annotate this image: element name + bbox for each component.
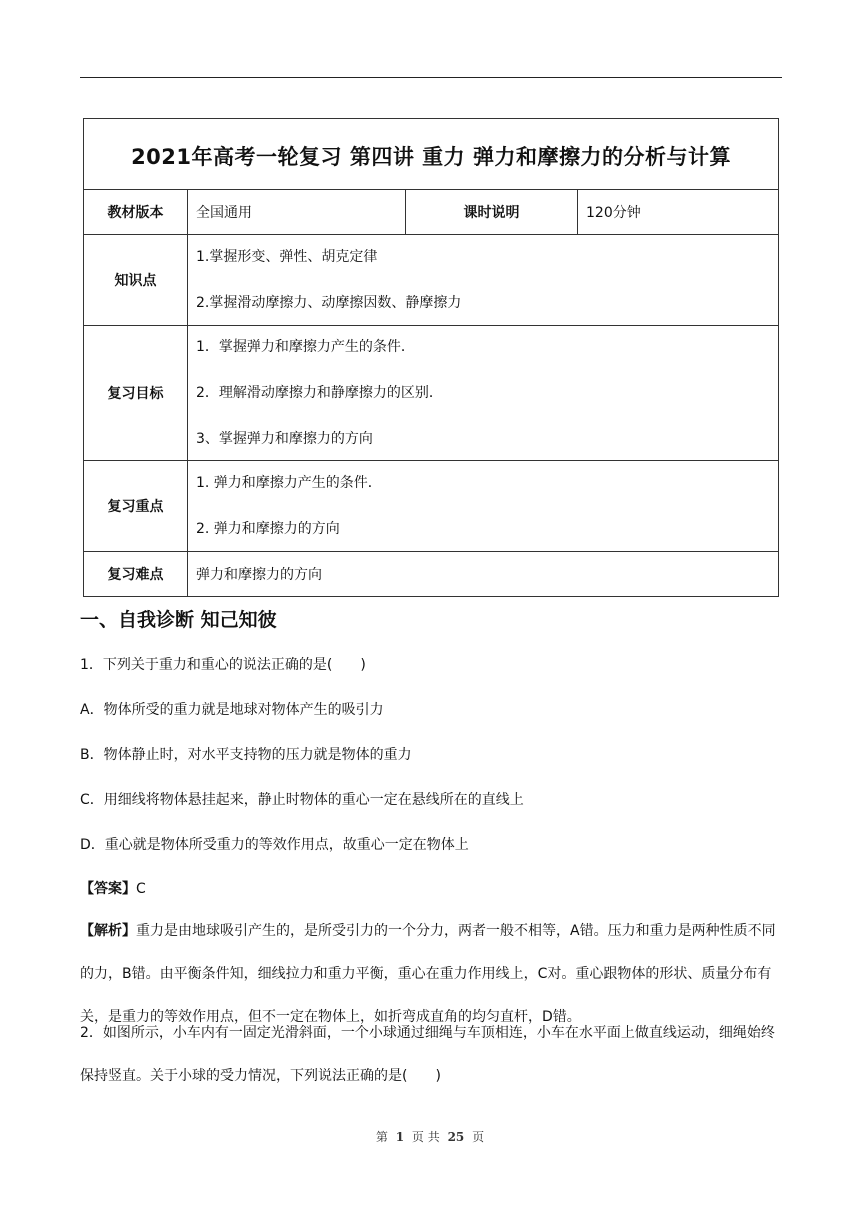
key-cell [188,461,779,552]
course-info-table [83,118,779,597]
analysis-text: 重力是由地球吸引产生的，是所受引力的一个分力，两者一般不相等，A错。压力和重力是两种性质不同的力，B错。由平衡条件知，细线拉力和重力平衡，重心在重力作用线上，C对。重心跟物体的形状、质量分布有关，是重力的等效作用点，但不一定在物体上，如折弯成直角的均匀直杆，D错。 [80,923,776,1025]
question-1-answer [80,878,782,900]
knowledge-label: 知识点 [84,235,188,326]
question-1-option-b: B．物体静止时，对水平支持物的压力就是物体的重力 [80,747,412,763]
footer-page-number: 1 [395,1130,405,1144]
question-2-stem: 2．如图所示，小车内有一固定光滑斜面，一个小球通过细绳与车顶相连，小车在水平面上做直线运动，细绳始终保持竖直。关于小球的受力情况，下列说法正确的是( ) [80,1025,775,1084]
key-item: 1. 弹力和摩擦力产生的条件． [196,475,382,491]
question-1-stem: 1．下列关于重力和重心的说法正确的是( ) [80,657,366,673]
answer-value: C [136,881,146,897]
hours-value: 120分钟 [578,190,779,235]
goal-item: 3、掌握弹力和摩擦力的方向 [196,431,373,447]
footer-total-pages: 25 [447,1130,465,1144]
difficulty-value: 弹力和摩擦力的方向 [188,552,779,597]
goal-label: 复习目标 [84,326,188,461]
document-title: 2021年高考一轮复习 第四讲 重力 弹力和摩擦力的分析与计算 [84,119,779,190]
key-item: 2. 弹力和摩擦力的方向 [196,521,340,537]
version-value: 全国通用 [188,190,406,235]
header-rule [80,77,782,78]
section-title: 一、自我诊断 知己知彼 [80,609,277,631]
question-1-option-a: A．物体所受的重力就是地球对物体产生的吸引力 [80,702,384,718]
footer-prefix: 第 [375,1130,388,1144]
answer-tag: 【答案】 [80,881,136,897]
page-footer [0,1128,860,1145]
knowledge-item: 2.掌握滑动摩擦力、动摩擦因数、静摩擦力 [196,295,462,311]
goal-item: 2．理解滑动摩擦力和静摩擦力的区别． [196,385,443,401]
goal-cell [188,326,779,461]
version-label: 教材版本 [84,190,188,235]
footer-suffix: 页 [472,1130,485,1144]
footer-middle: 页 共 [411,1130,440,1144]
question-1-option-c: C．用细线将物体悬挂起来，静止时物体的重心一定在悬线所在的直线上 [80,792,524,808]
key-label: 复习重点 [84,461,188,552]
analysis-tag: 【解析】 [80,923,136,939]
difficulty-label: 复习难点 [84,552,188,597]
goal-item: 1．掌握弹力和摩擦力产生的条件． [196,339,415,355]
knowledge-cell [188,235,779,326]
knowledge-item: 1.掌握形变、弹性、胡克定律 [196,249,378,265]
hours-label: 课时说明 [406,190,578,235]
question-1-option-d: D．重心就是物体所受重力的等效作用点，故重心一定在物体上 [80,837,469,853]
